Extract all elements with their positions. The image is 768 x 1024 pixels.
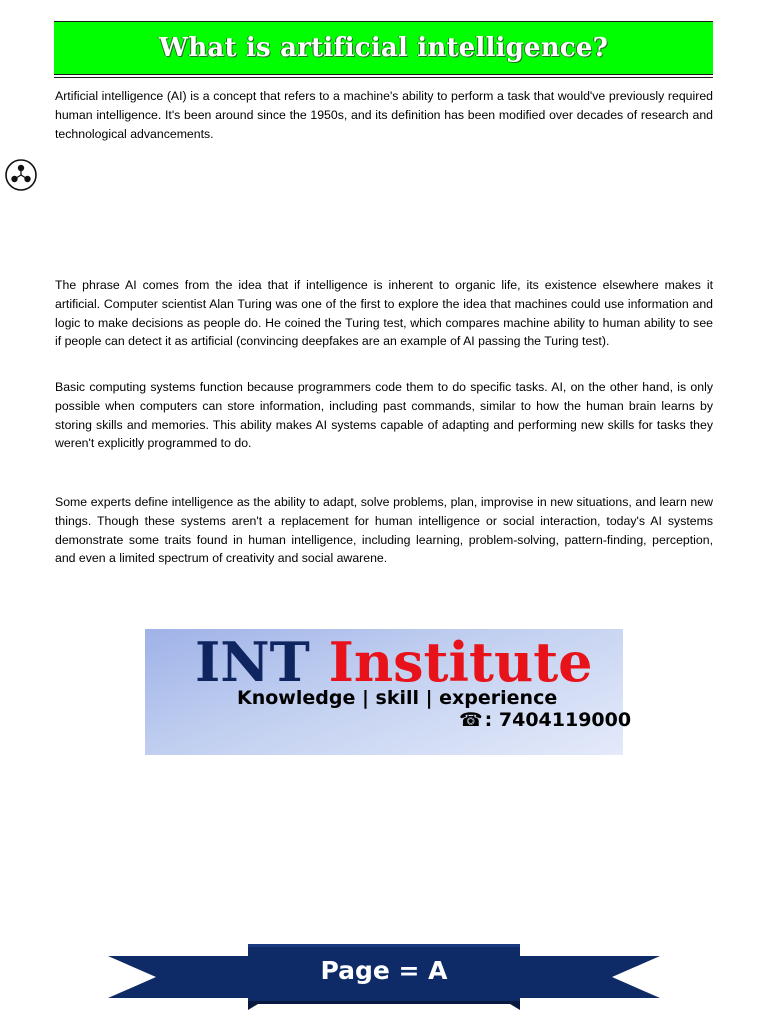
- brand-tagline: Knowledge | skill | experience: [237, 687, 558, 709]
- ribbon-right-tail: [500, 956, 660, 998]
- ribbon-left-tail: [108, 956, 268, 998]
- title-bar: [54, 21, 713, 75]
- paragraph-intelligence: Some experts define intelligence as the ability to adapt, solve problems, plan, improvise in new situations, and learn new things. Though these systems aren't a replacement for human intelligence or social interaction, today's AI systems demonstrate some traits found in human intelligence, including learning, problem-solving, pattern-finding, perception, and even a limited spectrum of creativity and social awarene.: [55, 495, 713, 566]
- ad-banner: [145, 629, 632, 755]
- circle-three-dots-icon[interactable]: [4, 158, 38, 192]
- paragraph-computing: Basic computing systems function because programmers code them to do specific tasks. AI, on the other hand, is only possible when computers can store information, including past commands, similar to how the human brain learns by storing skills and memories. This ability makes AI systems capable of adapting and performing new skills for tasks they weren't explicitly programmed to do.: [55, 380, 713, 451]
- brand-name-int: INT: [195, 630, 310, 694]
- paragraph-turing: The phrase AI comes from the idea that if intelligence is inherent to organic life, its existence elsewhere makes it artificial. Computer scientist Alan Turing was one of the first to explore the idea that machines could use information and logic to make decisions as people do. He coined the Turing test, which compares machine ability to human ability to see if people can detect it as artificial (convincing deepfakes are an example of AI passing the Turing test).: [55, 278, 713, 349]
- paragraph-intro: Artificial intelligence (AI) is a concept that refers to a machine's ability to perform a task that would've previously required human intelligence. It's been around since the 1950s, and its definition has been modified over decades of research and technological advancements.: [55, 89, 713, 141]
- page-title: What is artificial intelligence?: [158, 33, 609, 63]
- phone-number: : 7404119000: [484, 709, 632, 731]
- phone-line: [459, 709, 631, 731]
- telephone-icon: ☎: [459, 709, 483, 731]
- page-number-label: Page = A: [320, 955, 448, 985]
- brand-logo: [195, 629, 593, 695]
- brand-name-institute: Institute: [328, 630, 593, 694]
- title-underline: [54, 77, 713, 78]
